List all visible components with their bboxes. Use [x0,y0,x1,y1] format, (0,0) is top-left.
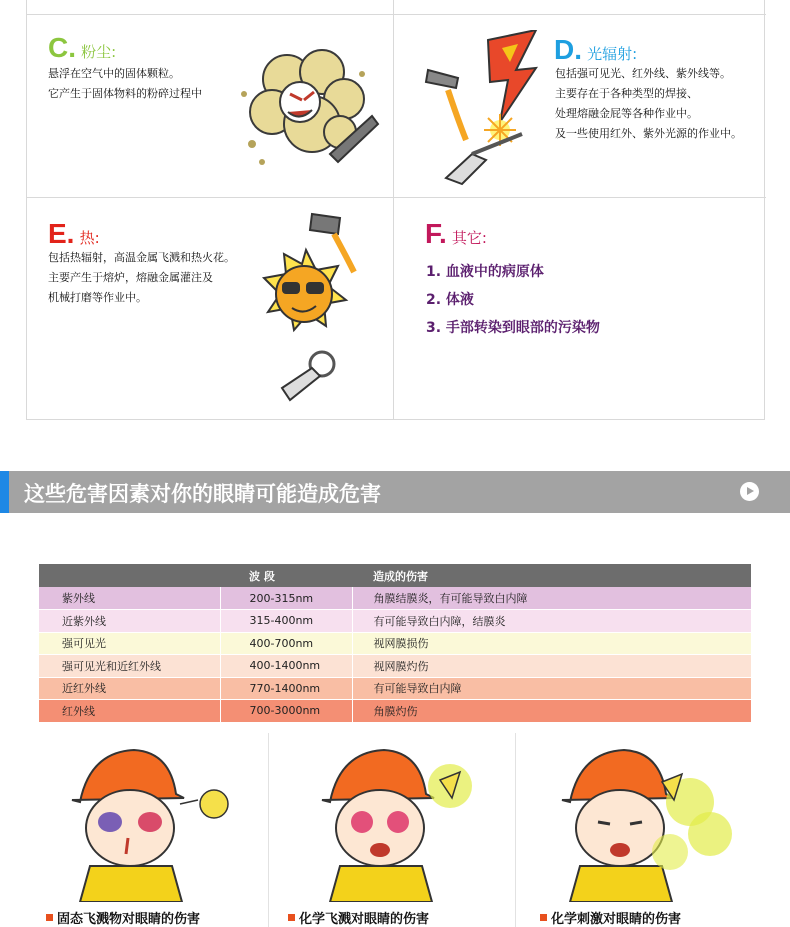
worker-chemical-splash-illustration [300,742,490,902]
dust-cloud-illustration [232,34,382,184]
welding-flash-illustration [418,30,550,190]
caption-chemical-splash: 化学飞溅对眼睛的伤害 [288,908,429,927]
section-title: 这些危害因素对你的眼睛可能造成危害 [24,482,381,506]
table-header: 造成的伤害 [352,564,751,587]
play-circle-icon[interactable] [740,482,759,501]
worker-chemical-irritation-illustration [540,742,740,902]
table-row [39,632,751,655]
hazard-c-title: C. 粉尘: [48,32,117,63]
panel-divider [268,733,269,927]
table-cell: 视网膜灼伤 [352,655,751,678]
hazard-grid [26,0,765,420]
table-header: 波 段 [220,564,352,587]
hazard-c-description: 悬浮在空气中的固体颗粒。 它产生于固体物料的粉碎过程中 [48,67,202,100]
hazard-d-title: D. 光辐射: [554,34,638,65]
list-item: 1. 血液中的病原体 [426,264,544,280]
worker-solid-splash-illustration [60,742,250,902]
table-row [39,587,751,610]
grid-divider [393,0,394,420]
caption-solid-splash: 固态飞溅物对眼睛的伤害 [46,908,200,927]
list-item: 3. 手部转染到眼部的污染物 [426,320,600,336]
table-cell: 近红外线 [39,677,220,700]
table-cell: 770-1400nm [220,677,352,700]
table-cell: 红外线 [39,700,220,723]
table-cell: 有可能导致白内障，结膜炎 [352,610,751,633]
table-cell: 角膜结膜炎，有可能导致白内障 [352,587,751,610]
table-cell: 315-400nm [220,610,352,633]
list-item: 2. 体液 [426,292,474,308]
table-cell: 400-1400nm [220,655,352,678]
table-cell: 近紫外线 [39,610,220,633]
grid-divider [27,197,766,198]
accent-bar [0,471,9,513]
table-cell: 200-315nm [220,587,352,610]
table-row [39,655,751,678]
hazard-e-title: E. 热: [48,218,100,249]
table-cell: 视网膜损伤 [352,632,751,655]
table-cell: 强可见光和近红外线 [39,655,220,678]
table-cell: 强可见光 [39,632,220,655]
bullet-square-icon [46,914,53,921]
table-header-row [39,564,751,587]
grid-divider [27,14,766,15]
table-row [39,700,751,723]
bullet-square-icon [540,914,547,921]
caption-chemical-irritation: 化学刺激对眼睛的伤害 [540,908,681,927]
table-cell: 400-700nm [220,632,352,655]
hazard-f-list [426,258,600,342]
table-header [39,564,220,587]
table-cell: 角膜灼伤 [352,700,751,723]
table-cell: 紫外线 [39,587,220,610]
hazard-e-description: 包括热辐射，高温金属飞溅和热火花。 主要产生于熔炉，熔融金属灌注及 机械打磨等作业中。 [48,251,235,304]
section-header [0,471,790,513]
hazard-f-title: F. 其它: [425,218,487,249]
hazard-d-description: 包括强可见光、红外线、紫外线等。 主要存在于各种类型的焊接、 处理熔融金屁等各种作业中。 及一些使用红外、紫外光源的作业中。 [555,67,742,140]
table-row [39,610,751,633]
hazard-table [39,564,751,723]
table-cell: 有可能导致白内障 [352,677,751,700]
hot-sun-illustration [242,208,370,408]
bullet-square-icon [288,914,295,921]
table-cell: 700-3000nm [220,700,352,723]
table-row [39,677,751,700]
panel-divider [515,733,516,927]
